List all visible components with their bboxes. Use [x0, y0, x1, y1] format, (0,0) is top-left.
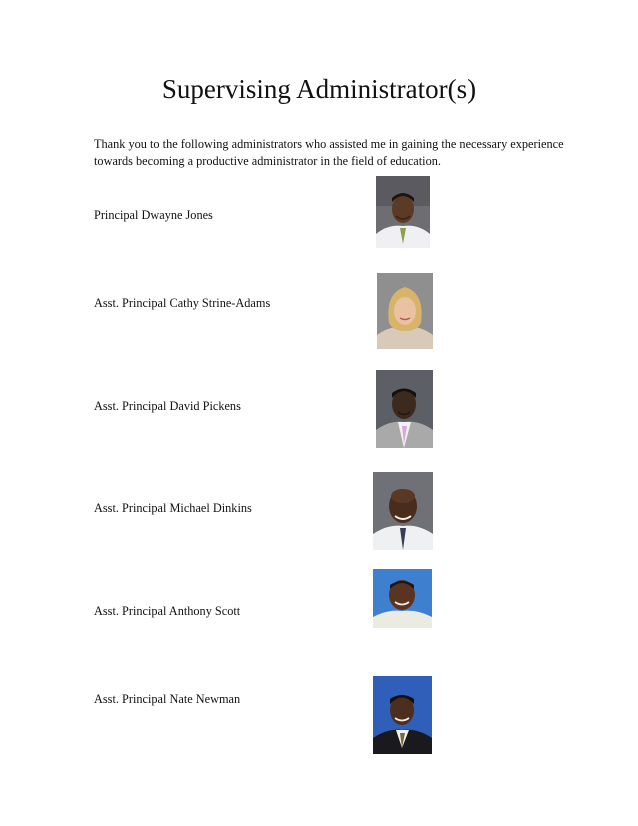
- admin-name-2: Asst. Principal Cathy Strine-Adams: [94, 296, 271, 310]
- admin-name-1: Principal Dwayne Jones: [94, 208, 213, 222]
- portrait-photo-6: [373, 676, 432, 754]
- page-title: Supervising Administrator(s): [161, 74, 477, 104]
- portrait-photo-3: [376, 370, 433, 448]
- admin-name-4: Asst. Principal Michael Dinkins: [94, 501, 252, 515]
- portrait-photo-1: [376, 176, 430, 248]
- admin-name-6: Asst. Principal Nate Newman: [94, 692, 241, 706]
- admin-name-5: Asst. Principal Anthony Scott: [94, 604, 241, 618]
- portrait-photo-4: [373, 472, 433, 550]
- portrait-photo-5: [373, 569, 432, 628]
- portrait-photo-2: [377, 273, 433, 349]
- admin-name-3: Asst. Principal David Pickens: [94, 399, 241, 413]
- intro-paragraph: Thank you to the following administrators who assisted me in gaining the necessary experience towards becoming a productive administrator in the field of education.: [94, 137, 564, 168]
